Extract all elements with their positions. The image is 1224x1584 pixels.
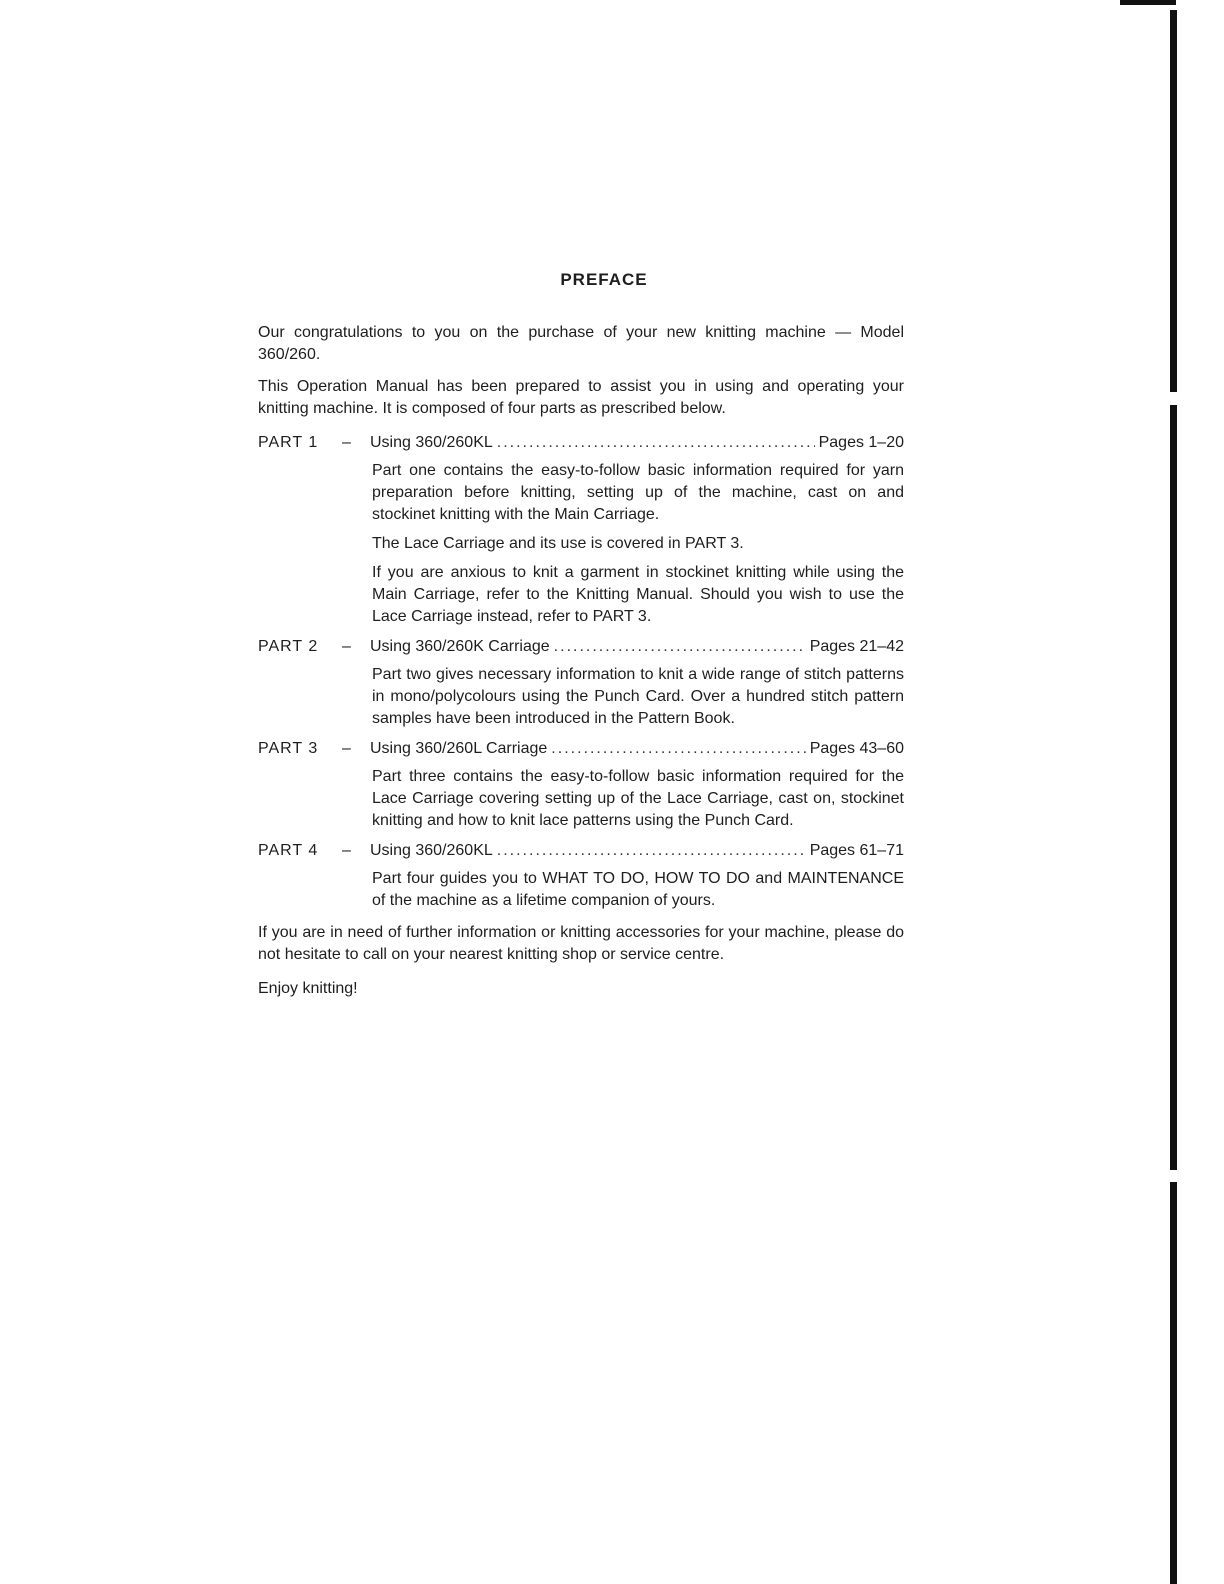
part-paragraph: If you are anxious to knit a garment in stockinet knitting while using the Main Carriage, refer to the Knitting Manual. Should you wish to use the Lace Carriage instead, refer to PART 3. — [372, 564, 904, 625]
part-label: PART 2 — [258, 638, 319, 655]
part-dash: – — [342, 434, 351, 451]
closing-paragraph: If you are in need of further information or knitting accessories for your machine, please do not hesitate to call on your nearest knitting shop or service centre. — [258, 924, 904, 963]
part-description — [372, 868, 904, 912]
part-entry-1 — [258, 432, 904, 628]
part-label: PART 4 — [258, 842, 319, 859]
intro-paragraph: Our congratulations to you on the purchase of your new knitting machine — Model 360/260. — [258, 324, 904, 363]
preface-page — [258, 270, 904, 1010]
dot-leader — [551, 738, 805, 760]
part-pages: Pages 21–42 — [809, 638, 904, 655]
part-label: PART 3 — [258, 740, 319, 757]
dot-leader — [497, 432, 815, 454]
part-pages: Pages 43–60 — [809, 740, 904, 757]
part-entry-3 — [258, 738, 904, 832]
part-paragraph: Part four guides you to WHAT TO DO, HOW TO DO and MAINTENANCE of the machine as a lifetime companion of yours. — [372, 870, 904, 909]
part-description — [372, 766, 904, 832]
scan-edge-bar-upper — [1170, 10, 1177, 392]
dot-leader — [554, 636, 806, 658]
part-description — [372, 460, 904, 628]
scan-edge-bar-lower — [1170, 1182, 1177, 1584]
part-paragraph: The Lace Carriage and its use is covered in PART 3. — [372, 535, 744, 552]
part-title: Using 360/260L Carriage — [370, 740, 548, 757]
dot-leader — [497, 840, 806, 862]
part-pages: Pages 61–71 — [809, 842, 904, 859]
scan-edge-mark-top — [1120, 0, 1176, 5]
part-entry-4 — [258, 840, 904, 912]
part-title: Using 360/260KL — [370, 434, 493, 451]
part-heading — [258, 840, 904, 862]
part-dash: – — [342, 842, 351, 859]
part-heading — [258, 636, 904, 658]
part-dash: – — [342, 638, 351, 655]
part-heading — [258, 432, 904, 454]
closing-line: Enjoy knitting! — [258, 980, 358, 997]
part-paragraph: Part two gives necessary information to knit a wide range of stitch patterns in mono/polycolours using the Punch Card. Over a hundred stitch pattern samples have been introduced in the Pattern Book. — [372, 666, 904, 727]
part-label: PART 1 — [258, 434, 319, 451]
part-heading — [258, 738, 904, 760]
intro-paragraph: This Operation Manual has been prepared to assist you in using and operating your knitting machine. It is composed of four parts as prescribed below. — [258, 378, 904, 417]
scan-edge-bar-middle — [1170, 405, 1177, 1170]
part-title: Using 360/260KL — [370, 842, 493, 859]
part-title: Using 360/260K Carriage — [370, 638, 550, 655]
part-dash: – — [342, 740, 351, 757]
part-description — [372, 664, 904, 730]
part-entry-2 — [258, 636, 904, 730]
part-paragraph: Part one contains the easy-to-follow basic information required for yarn preparation before knitting, setting up of the machine, cast on and stockinet knitting with the Main Carriage. — [372, 462, 904, 523]
part-paragraph: Part three contains the easy-to-follow basic information required for the Lace Carriage covering setting up of the Lace Carriage, cast on, stockinet knitting and how to knit lace patterns using the Punch Card. — [372, 768, 904, 829]
part-pages: Pages 1–20 — [818, 434, 904, 451]
page-title: PREFACE — [560, 270, 648, 289]
